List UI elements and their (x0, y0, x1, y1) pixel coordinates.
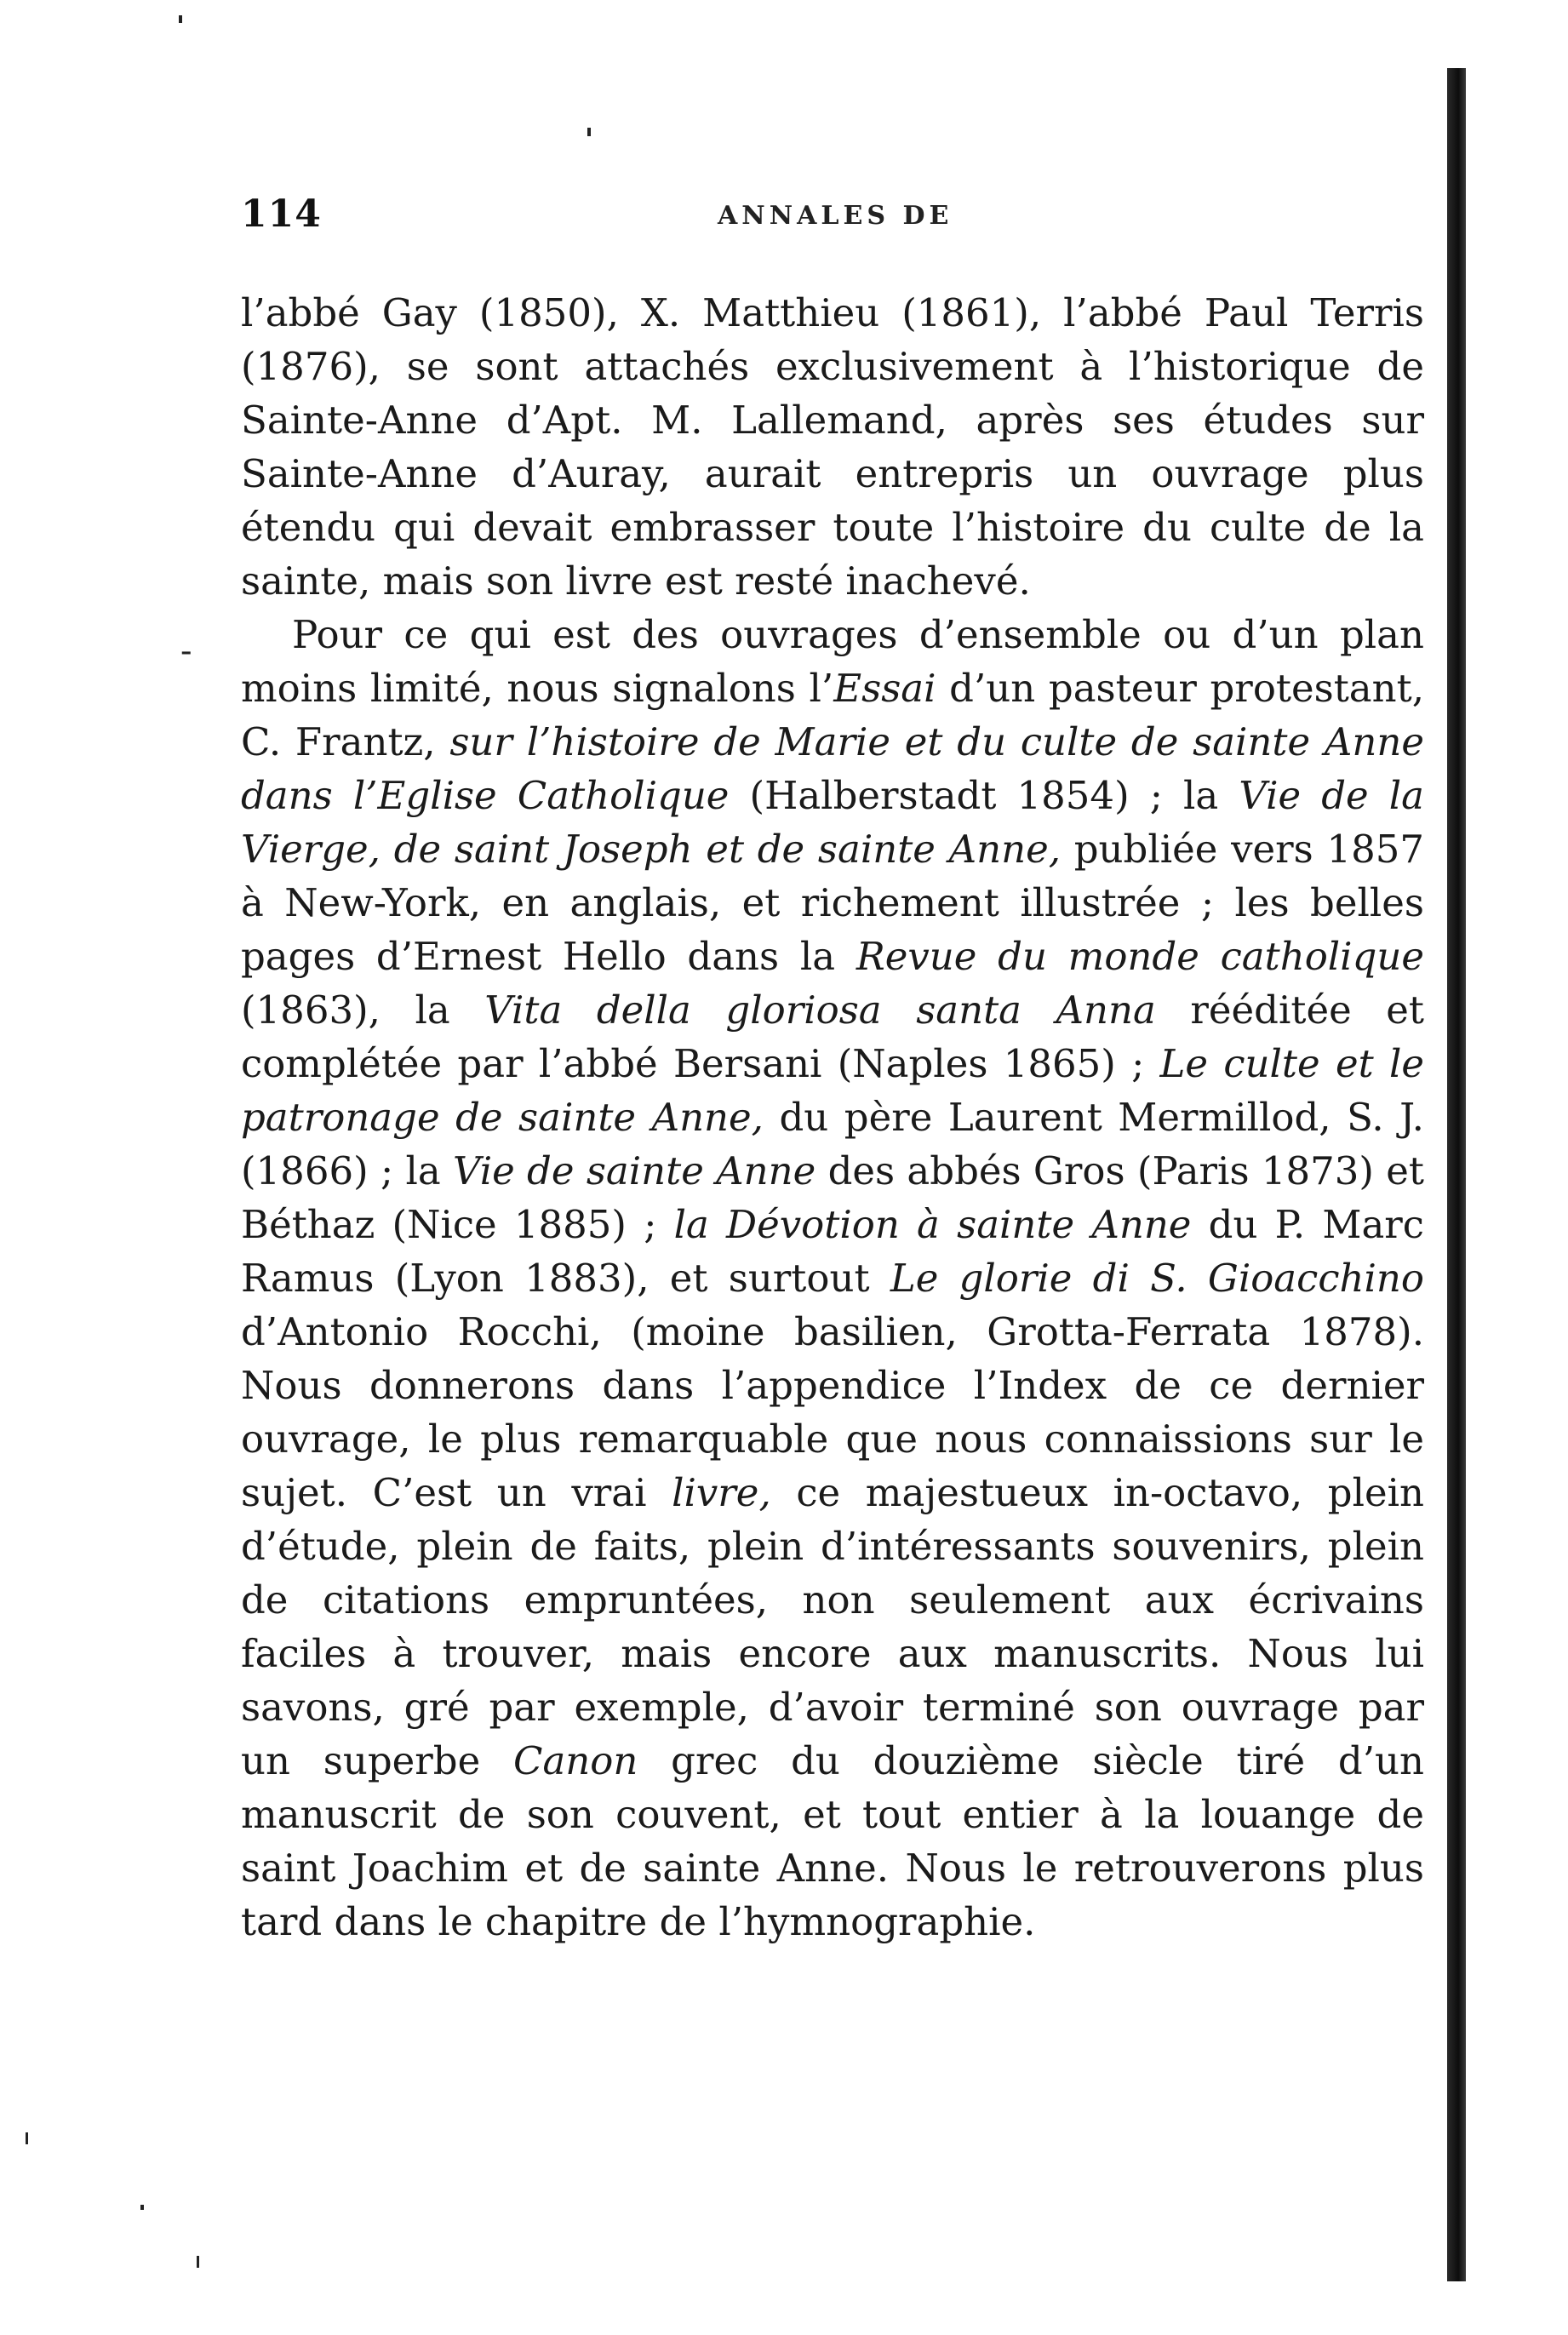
italic-title: sur l’histoire de Marie et du culte de sainte Anne dans l’Eglise Catholique (241, 719, 1424, 818)
text-run: du père Laurent Mermillod, S. J. (1866) ; la (241, 1095, 1424, 1193)
text-run: d’un pasteur protestant, C. Frantz, (241, 666, 1425, 764)
italic-title: Vie de la Vierge, de saint Joseph et de sainte Anne, (241, 773, 1425, 872)
italic-title: la Dévotion à sainte Anne (673, 1202, 1192, 1247)
ink-speck (197, 2256, 199, 2268)
text-run: ce majestueux in-octavo, plein d’étude, plein de faits, plein d’intéressants souvenirs, plein de citations empruntées, non seulement aux écrivains faciles à trouver, mais encore aux manuscrits. Nous lui savons, gré par exemple, d’avoir terminé son ouvrage par un superbe (241, 1470, 1424, 1783)
italic-word: Canon (513, 1738, 638, 1783)
italic-title: Vie de sainte Anne (453, 1148, 816, 1193)
text-run: publiée vers 1857 à New-York, en anglais, et richement illustrée ; les belles pages d’Ernest Hello dans la (241, 827, 1425, 979)
italic-title: Le culte et le patronage de sainte Anne, (241, 1041, 1424, 1140)
italic-title: Essai (833, 666, 936, 711)
text-run: Pour ce qui est des ouvrages d’ensemble ou d’un plan moins limité, nous signalons l’ (241, 612, 1424, 711)
text-run: des abbés Gros (Paris 1873) et Béthaz (Nice 1885) ; (241, 1148, 1424, 1247)
text-run: (1863), la (241, 987, 485, 1033)
text-run: d’Antonio Rocchi, (moine basilien, Grotta-Ferrata 1878). Nous donnerons dans l’appendice l’Index de ce dernier ouvrage, le plus remarquable que nous connaissions sur le sujet. C’est un vrai (241, 1309, 1424, 1515)
margin-mark: - (180, 632, 192, 671)
page-number: 114 (241, 192, 322, 236)
text-run: (Halberstadt 1854) ; la (729, 773, 1239, 818)
italic-title: Revue du monde catholique (856, 934, 1424, 979)
italic-title: Le glorie di S. Gioacchino (890, 1256, 1424, 1301)
running-title: ANNALES DE (718, 201, 953, 231)
text-run: du P. Marc Ramus (Lyon 1883), et surtout (241, 1202, 1424, 1301)
paragraph-2 (241, 608, 1424, 1949)
ink-speck (26, 2132, 28, 2144)
italic-title: Vita della gloriosa santa Anna (484, 987, 1156, 1033)
italic-word: livre, (672, 1470, 771, 1515)
body-text (241, 286, 1424, 1949)
text-run: rééditée et complétée par l’abbé Bersani (Naples 1865) ; (241, 987, 1424, 1086)
ink-speck (587, 128, 591, 136)
ink-speck (140, 2205, 144, 2210)
page-edge-shadow (1447, 68, 1466, 2281)
ink-speck (179, 15, 182, 23)
running-header (241, 192, 1475, 252)
paragraph-1: l’abbé Gay (1850), X. Matthieu (1861), l’abbé Paul Terris (1876), se sont attachés exclusivement à l’historique de Sainte-Anne d’Apt. M. Lallemand, après ses études sur Sainte-Anne d’Auray, aurait entrepris un ouvrage plus étendu qui devait embrasser toute l’histoire du culte de la sainte, mais son livre est resté inachevé. (241, 290, 1424, 604)
text-run: grec du douzième siècle tiré d’un manuscrit de son couvent, et tout entier à la louange de saint Joachim et de sainte Anne. Nous le retrouverons plus tard dans le chapitre de l’hymnographie. (241, 1738, 1424, 1944)
